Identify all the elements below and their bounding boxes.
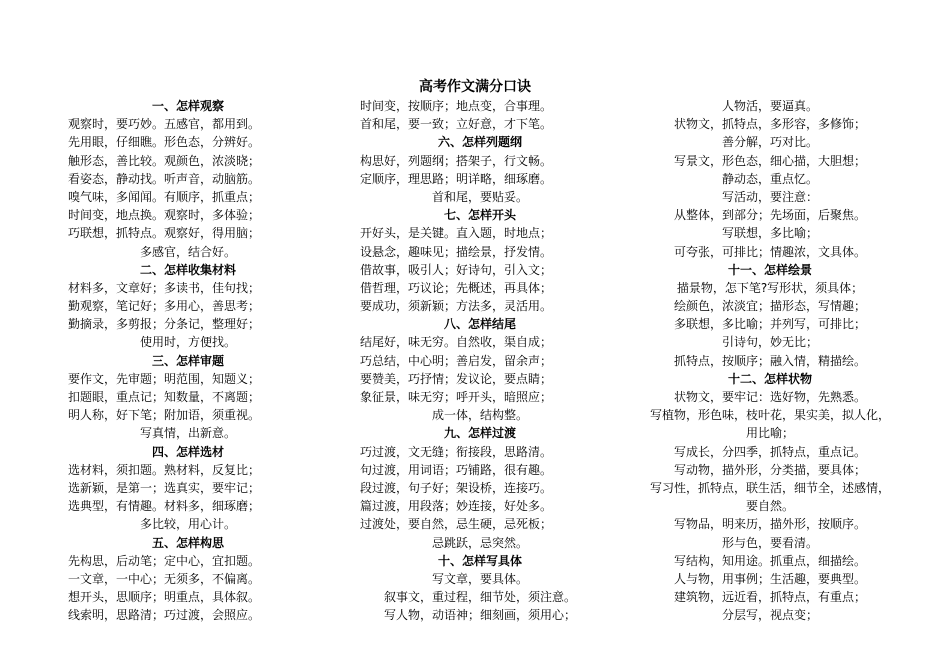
verse-line: 多感官，结合好。 [139, 244, 236, 259]
verse-line: 形与色，要看清。 [721, 535, 818, 550]
column-right [630, 97, 910, 624]
verse-line: 写活动，要注意： [721, 189, 818, 204]
verse-line: 巧总结，中心明；善启发，留余声； [360, 353, 553, 368]
verse-line: 善分解，巧对比。 [721, 135, 818, 150]
verse-line: 勤摘录，多剪报；分条记，整理好； [68, 317, 261, 332]
verse-line: 写景文，形色态，细心描，大胆想； [673, 153, 866, 168]
verse-line: 用比喻； [745, 426, 794, 441]
verse-line: 多联想，多比喻；并列写，可排比； [673, 317, 866, 332]
verse-line: 可夸张，可排比；情趣浓，文具体。 [673, 244, 866, 259]
verse-line: 开好头，是关键。直入题，时地点； [360, 226, 553, 241]
verse-line: 想开头，思顺序；明重点，具体叙。 [68, 590, 261, 605]
verse-line: 从整体，到部分；先场面，后聚焦。 [673, 208, 866, 223]
verse-line: 写人物，动语神；细刻画，须用心； [383, 608, 576, 623]
verse-line: 绘颜色，浓淡宜；描形态，写情趣； [673, 299, 866, 314]
section-heading: 七、怎样开头 [443, 208, 516, 223]
section-heading: 十一、怎样绘景 [727, 262, 812, 277]
verse-line: 写成长，分四季，抓特点，重点记。 [673, 444, 866, 459]
verse-line: 要成功，须新颖；方法多，灵活用。 [360, 299, 553, 314]
verse-line: 选材料，须扣题。熟材料，反复比； [68, 462, 261, 477]
verse-line: 分层写，视点变； [721, 608, 818, 623]
verse-line: 首和尾，要一致；立好意，才下笔。 [360, 117, 553, 132]
verse-line: 建筑物，远近看，抓特点，有重点； [673, 590, 866, 605]
verse-line: 首和尾，要贴妥。 [431, 189, 528, 204]
verse-line: 触形态，善比较。观颜色，浓淡晓； [68, 153, 261, 168]
verse-line: 写动物，描外形，分类描，要具体； [673, 462, 866, 477]
section-heading: 四、怎样选材 [151, 444, 224, 459]
verse-line: 写联想，多比喻； [721, 226, 818, 241]
section-heading: 一、怎样观察 [151, 99, 224, 113]
section-heading: 五、怎样构思 [151, 535, 224, 550]
verse-line: 先用眼，仔细瞧。形色态，分辨好。 [68, 135, 261, 150]
verse-line: 使用时，方便找。 [139, 335, 236, 350]
verse-line: 先构思，后动笔；定中心，宜扣题。 [68, 553, 261, 568]
verse-line: 明人称，好下笔；附加语，须重视。 [68, 408, 261, 423]
verse-line: 扣题眼，重点记；知数量，不离题； [68, 390, 261, 404]
verse-line: 要自然。 [745, 499, 794, 514]
verse-line: 写文章，要具体。 [431, 571, 528, 586]
verse-line: 写物品，明来历，描外形，按顺序。 [673, 517, 866, 532]
verse-line: 引诗句，妙无比； [721, 335, 818, 350]
verse-line: 材料多，文章好；多读书，佳句找； [68, 280, 261, 295]
verse-line: 选新颖，是第一；选真实，要牢记； [68, 480, 261, 495]
verse-line: 抓特点，按顺序；融入情，精描绘。 [673, 353, 866, 368]
verse-line: 篇过渡，用段落；妙连接，好处多。 [360, 499, 553, 514]
verse-line: 选典型，有情趣。材料多，细琢磨； [68, 499, 261, 514]
verse-line: 过渡处，要自然，忌生硬，忌死板； [360, 517, 553, 532]
verse-line: 巧过渡，文无缝；衔接段，思路清。 [360, 444, 553, 459]
section-heading: 八、怎样结尾 [443, 317, 516, 332]
verse-line: 段过渡，句子好；架设桥，连接巧。 [360, 480, 553, 495]
verse-line: 人与物，用事例；生活趣，要典型。 [673, 571, 866, 586]
verse-line: 写真情，出新意。 [139, 426, 236, 441]
verse-line: 叙事文，重过程，细节处，须注意。 [383, 590, 576, 605]
verse-line: 描景物，怎下笔?写形状，须具体； [676, 280, 864, 295]
page-title: 高考作文满分口诀 [419, 79, 531, 95]
verse-line: 成一体，结构整。 [431, 408, 528, 423]
verse-line: 句过渡，用词语；巧铺路，很有趣。 [360, 462, 553, 477]
verse-line: 静动态，重点忆。 [721, 171, 818, 186]
verse-line: 忌跳跃，忌突然。 [431, 535, 528, 550]
verse-line: 象征景，味无穷；呼开头，暗照应； [360, 390, 553, 404]
column-middle [360, 97, 600, 624]
verse-line: 写植物，形色味，枝叶花，果实美，拟人化， [649, 408, 890, 423]
verse-line: 嗅气味，多闻闻。有顺序，抓重点； [68, 189, 261, 204]
verse-line: 状物文，要牢记：选好物，先熟悉。 [673, 390, 866, 404]
section-heading: 十、怎样写具体 [437, 553, 522, 568]
verse-line: 状物文，抓特点，多形容，多修饰； [673, 117, 866, 132]
verse-line: 勤观察，笔记好；多用心，善思考； [68, 299, 261, 314]
verse-line: 要作文，先审题；明范围，知题义； [68, 371, 261, 386]
verse-line: 结尾好，味无穷。自然收，渠自成； [360, 335, 553, 350]
verse-line: 人物活，要逼真。 [721, 99, 818, 113]
column-left [68, 97, 308, 624]
verse-line: 要赞美，巧抒情；发议论，要点睛； [360, 371, 553, 386]
verse-line: 写结构，知用途。抓重点，细描绘。 [673, 553, 866, 568]
section-heading: 十二、怎样状物 [727, 371, 812, 386]
verse-line: 时间变，按顺序；地点变，合事理。 [360, 99, 553, 113]
section-heading: 二、怎样收集材料 [139, 262, 236, 277]
section-heading: 六、怎样列题纲 [437, 135, 522, 150]
verse-line: 借哲理，巧议论；先概述，再具体； [360, 280, 553, 295]
verse-line: 写习性，抓特点，联生活，细节全，述感情， [649, 480, 890, 495]
verse-line: 定顺序，理思路；明详略，细琢磨。 [360, 171, 553, 186]
verse-line: 构思好，列题纲；搭架子，行文畅。 [360, 153, 553, 168]
verse-line: 一文章，一中心；无须多，不偏离。 [68, 571, 261, 586]
verse-line: 多比较，用心计。 [139, 517, 236, 532]
verse-line: 时间变，地点换。观察时，多体验； [68, 208, 261, 223]
section-heading: 三、怎样审题 [151, 353, 224, 368]
verse-line: 巧联想，抓特点。观察好，得用脑； [68, 226, 261, 241]
section-heading: 九、怎样过渡 [443, 426, 516, 441]
verse-line: 观察时，要巧妙。五感官，都用到。 [68, 117, 261, 132]
verse-line: 线索明，思路清；巧过渡，会照应。 [68, 608, 261, 623]
verse-line: 看姿态，静动找。听声音，动脑筋。 [68, 171, 261, 186]
verse-line: 借故事，吸引人；好诗句，引入文； [360, 262, 553, 277]
verse-line: 设悬念，趣味见；描绘景，抒发情。 [360, 244, 553, 259]
